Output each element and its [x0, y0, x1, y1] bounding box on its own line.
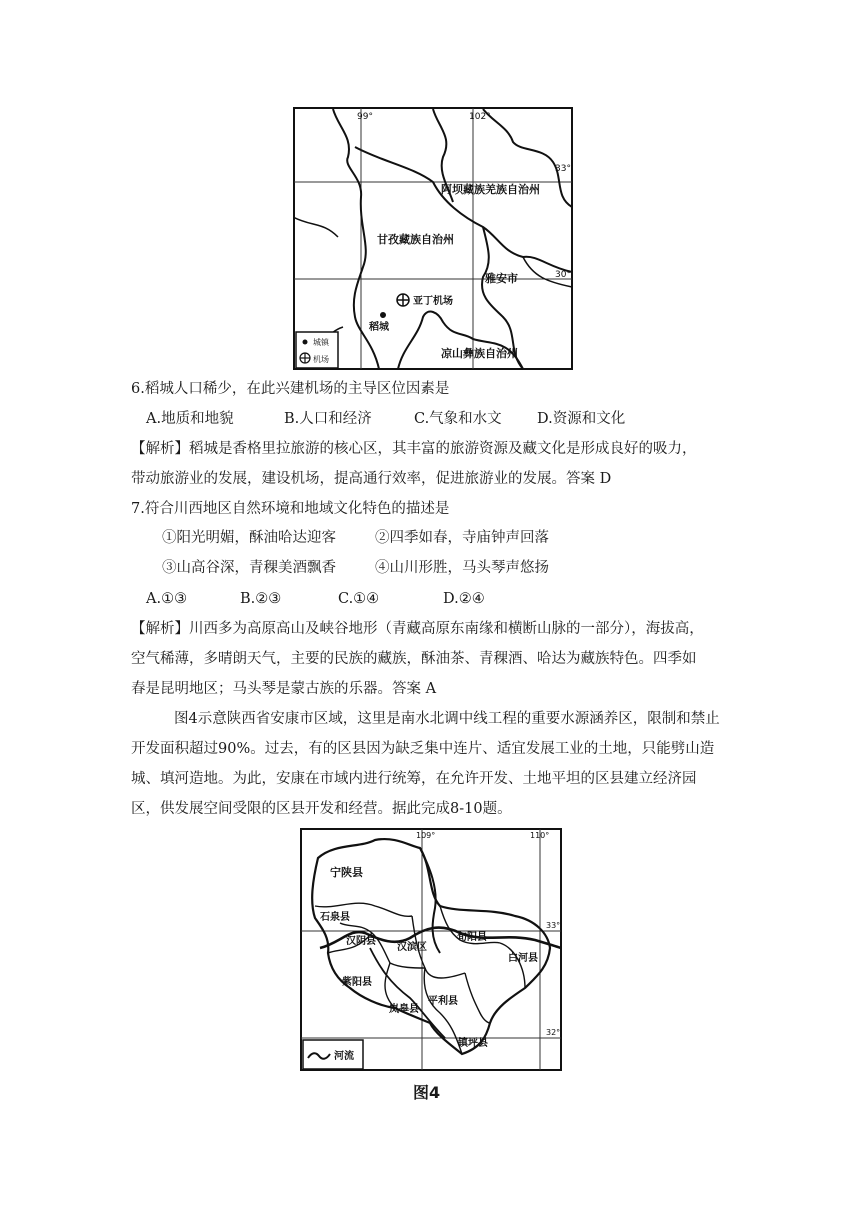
intro-line-1: 图4示意陕西省安康市区域，这里是南水北调中线工程的重要水源涵养区，限制和禁止 [174, 711, 720, 727]
q7-analysis-line-1: 【解析】川西多为高原高山及峡谷地形（青藏高原东南缘和横断山脉的一部分），海拔高， [131, 621, 704, 637]
lat-label-30: 30° [555, 270, 571, 280]
lon-label-109: 109° [416, 831, 436, 840]
q7-analysis-line-2: 空气稀薄，多晴朗天气，主要的民族的藏族，酥油茶、青稞酒、哈达为藏族特色。四季如 [131, 651, 697, 667]
q7-option-c: C.①④ [338, 591, 380, 607]
legend-town: 城镇 [313, 338, 329, 347]
county-baihe: 白河县 [508, 953, 538, 964]
lat-label-32: 32° [546, 1028, 561, 1037]
q7-analysis-line-3: 春是昆明地区；马头琴是蒙古族的乐器。答案 A [131, 681, 437, 697]
lon-label-99: 99° [357, 112, 373, 122]
legend-river: 河流 [334, 1051, 354, 1062]
q7-stem: 7.符合川西地区自然环境和地域文化特色的描述是 [131, 501, 450, 517]
q6-stem: 6.稻城人口稀少，在此兴建机场的主导区位因素是 [131, 381, 450, 397]
county-xunyang: 旬阳县 [457, 932, 487, 943]
county-hanyin: 汉阴县 [346, 936, 376, 947]
county-zhenping: 镇坪县 [458, 1038, 488, 1049]
county-langao: 岚皋县 [389, 1004, 419, 1015]
q6-option-a: A.地质和地貌 [146, 411, 234, 427]
q7-item-1: ①阳光明媚，酥油哈达迎客 [162, 530, 336, 546]
region-yaan: 雅安市 [485, 272, 518, 285]
q6-option-b: B.人口和经济 [284, 411, 372, 427]
intro-line-3: 城、填河造地。为此，安康在市域内进行统筹，在允许开发、土地平坦的区县建立经济园 [131, 771, 697, 787]
county-ningshan: 宁陕县 [330, 866, 363, 879]
q6-analysis-line-1: 【解析】稻城是香格里拉旅游的核心区，其丰富的旅游资源及藏文化是形成良好的吸力， [131, 441, 697, 457]
q6-option-d: D.资源和文化 [537, 411, 626, 427]
intro-line-4: 区，供发展空间受限的区县开发和经营。据此完成8-10题。 [131, 801, 512, 817]
q7-option-a: A.①③ [146, 591, 188, 607]
figure-caption: 图4 [413, 1083, 441, 1102]
lat-label-33: 33° [546, 921, 561, 930]
region-ganzi: 甘孜藏族自治州 [377, 233, 454, 246]
q6-analysis-line-2: 带动旅游业的发展，建设机场，提高通行效率，促进旅游业的发展。答案 D [131, 471, 612, 487]
intro-line-2: 开发面积超过90%。过去，有的区县因为缺乏集中连片、适宜发展工业的土地，只能劈山造 [131, 741, 715, 757]
legend-airport: 机场 [313, 355, 329, 364]
q7-option-d: D.②④ [443, 591, 485, 607]
region-liangshan: 凉山彝族自治州 [441, 347, 518, 360]
lon-label-102: 102° [469, 112, 491, 122]
county-pingli: 平利县 [428, 996, 458, 1007]
county-hanbin: 汉滨区 [397, 942, 427, 953]
region-aba: 阿坝藏族羌族自治州 [441, 183, 540, 196]
airport-label: 亚丁机场 [413, 296, 453, 307]
western-sichuan-map [293, 107, 573, 370]
lat-label-33: 33° [555, 164, 571, 174]
county-shiquan: 石泉县 [320, 912, 350, 923]
town-marker [380, 312, 386, 318]
q6-option-c: C.气象和水文 [414, 411, 502, 427]
lon-label-110: 110° [530, 831, 550, 840]
q7-item-3: ③山高谷深，青稞美酒飘香 [162, 560, 336, 576]
town-label: 稻城 [369, 322, 389, 333]
q7-item-2: ②四季如春，寺庙钟声回落 [375, 530, 549, 546]
ankang-map [300, 828, 562, 1071]
q7-option-b: B.②③ [240, 591, 282, 607]
county-ziyang: 紫阳县 [342, 977, 372, 988]
q7-item-4: ④山川形胜，马头琴声悠扬 [375, 560, 549, 576]
